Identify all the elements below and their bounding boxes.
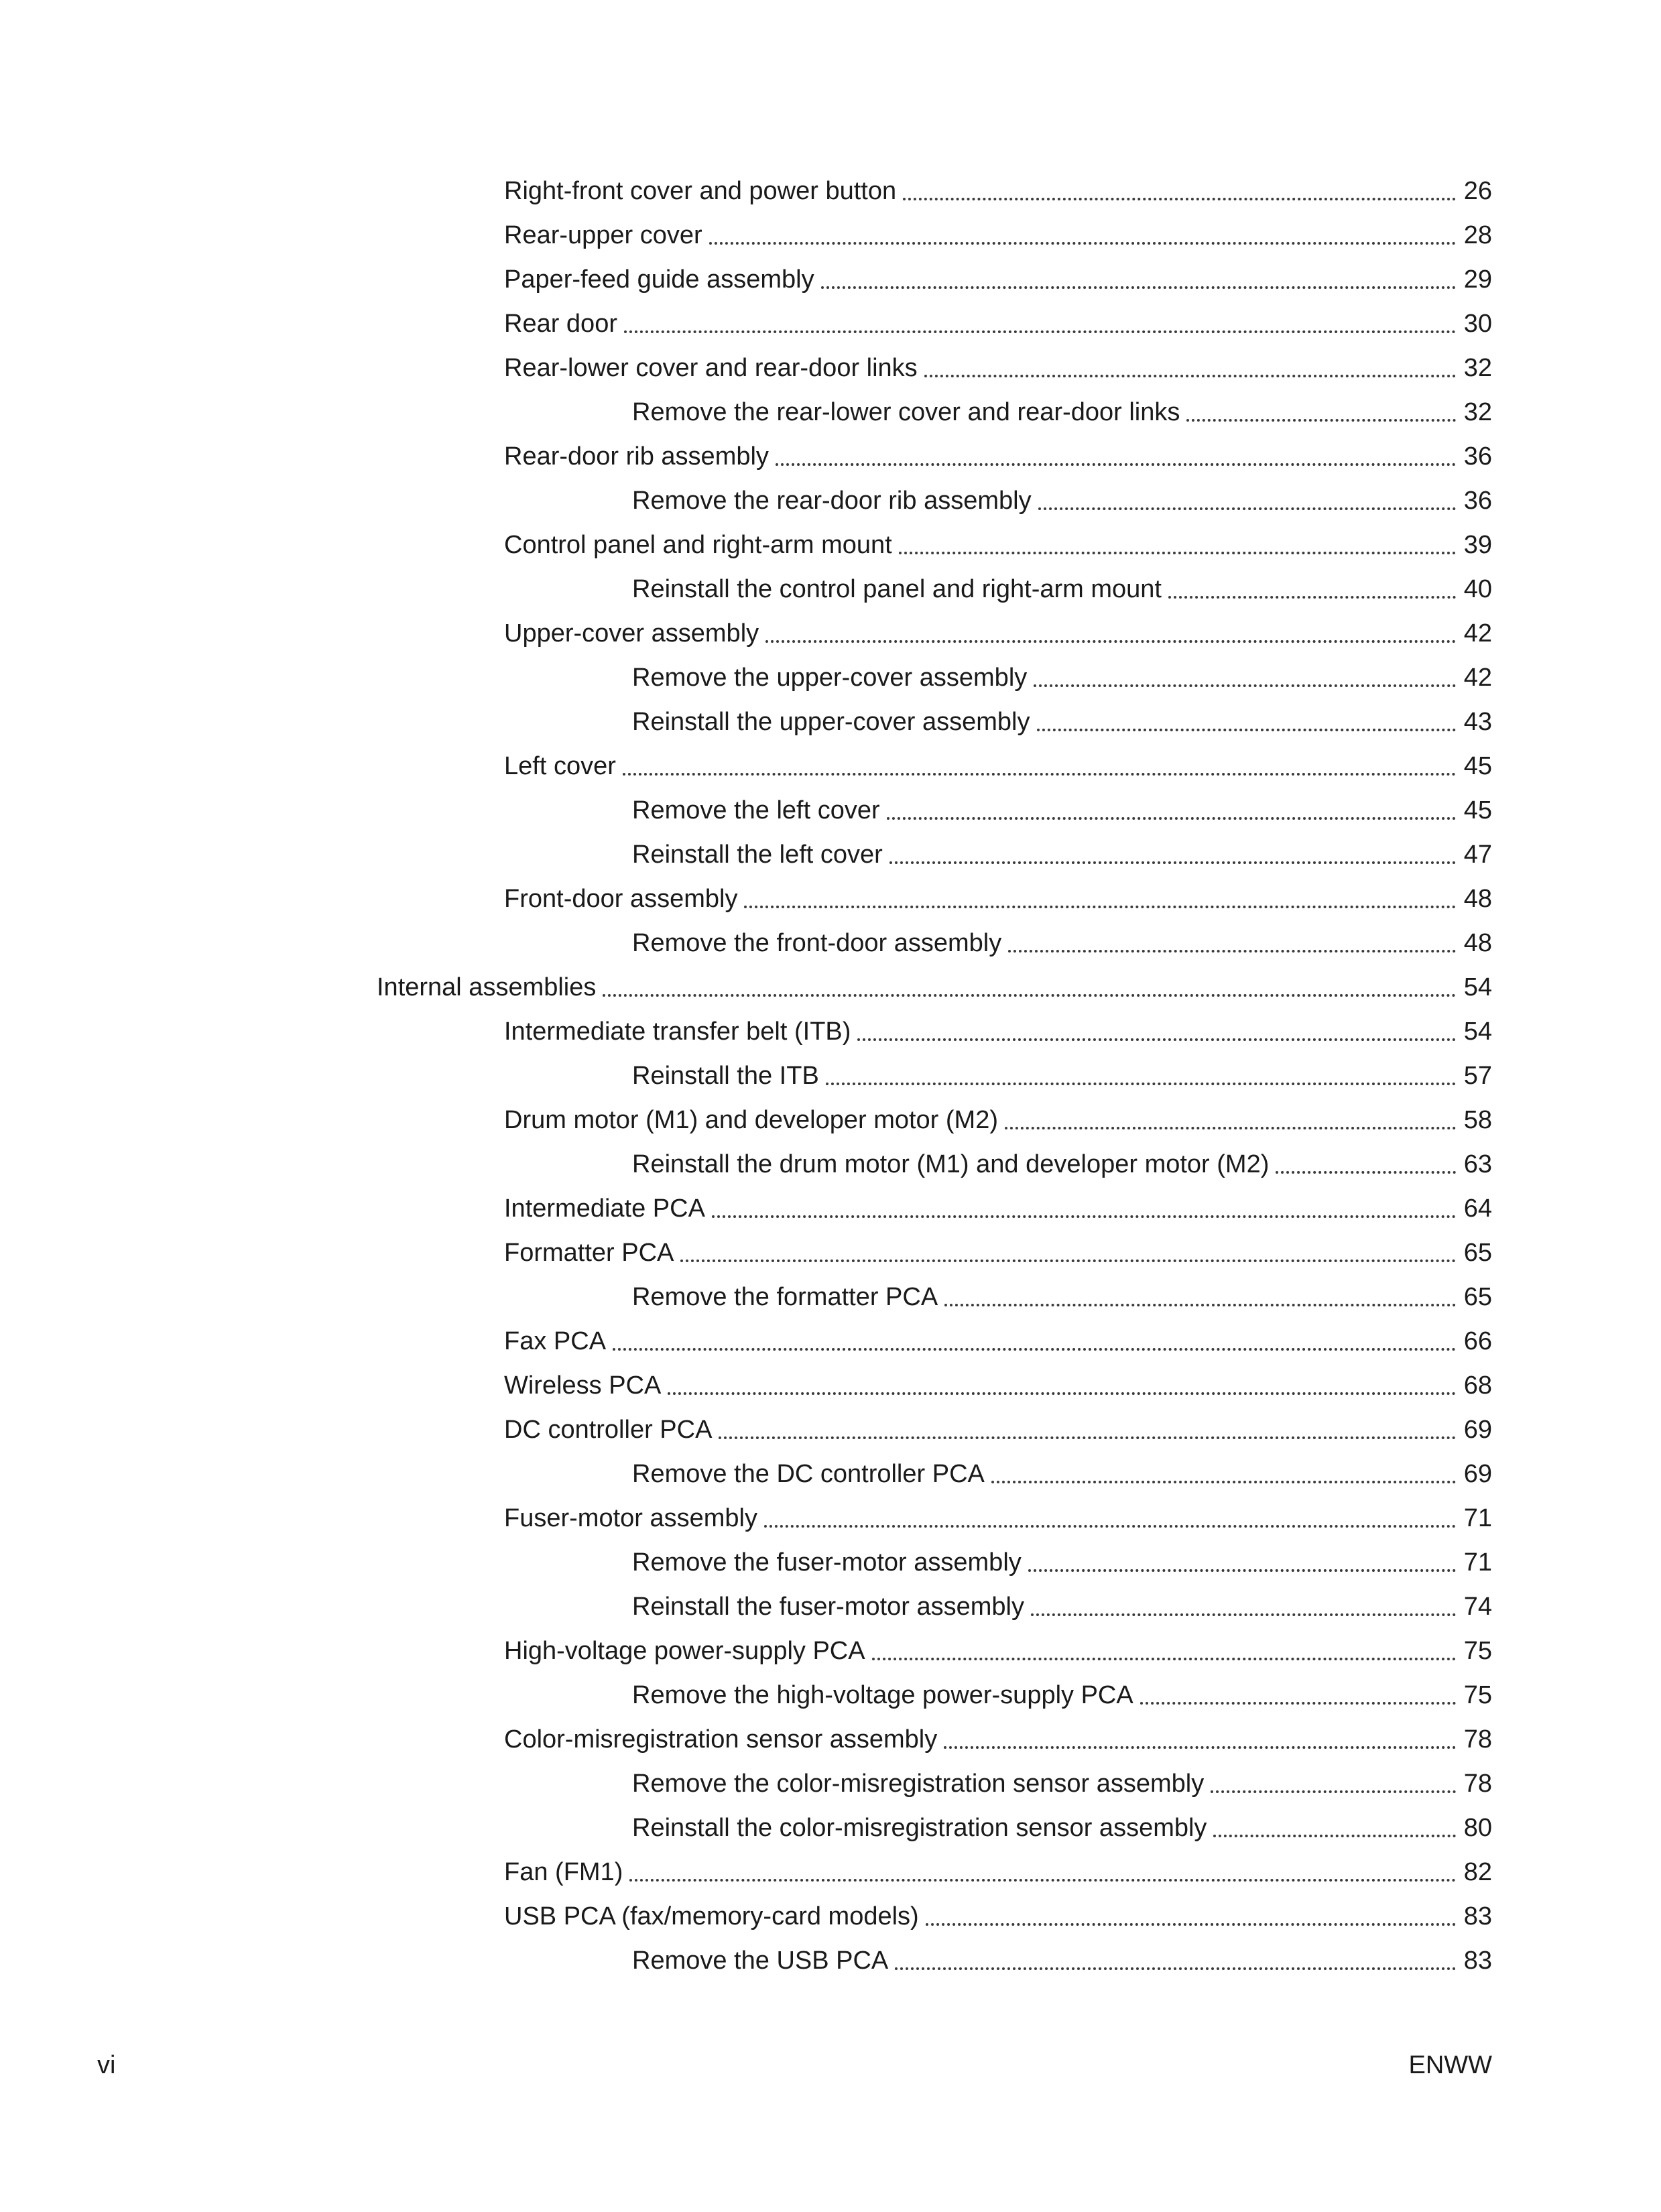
toc-entry-content <box>632 483 1492 518</box>
toc-entry-title: Remove the rear-lower cover and rear-door links <box>632 398 1180 426</box>
toc-entry-page-number: 83 <box>1463 1902 1492 1930</box>
toc-entry[interactable] <box>0 872 1661 916</box>
toc-entry-page-number: 74 <box>1463 1593 1492 1621</box>
toc-entry-content <box>504 262 1492 297</box>
toc-dot-leader <box>903 198 1456 200</box>
toc-entry-page-number: 75 <box>1463 1637 1492 1665</box>
toc-entry-content <box>504 1855 1492 1890</box>
toc-entry-page-number: 36 <box>1463 487 1492 515</box>
toc-entry[interactable] <box>0 1093 1661 1138</box>
toc-entry[interactable] <box>0 1138 1661 1182</box>
toc-entry-title: High-voltage power-supply PCA <box>504 1637 865 1665</box>
toc-dot-leader <box>821 286 1456 289</box>
toc-entry-title: Wireless PCA <box>504 1371 662 1400</box>
toc-entry-page-number: 42 <box>1463 619 1492 648</box>
toc-entry-content <box>632 837 1492 872</box>
toc-entry-title: Remove the USB PCA <box>632 1947 889 1975</box>
toc-entry-content <box>504 218 1492 253</box>
toc-entry[interactable] <box>0 1226 1661 1270</box>
toc-entry-page-number: 43 <box>1463 708 1492 736</box>
toc-entry-content <box>632 1545 1492 1580</box>
toc-entry-title: Remove the upper-cover assembly <box>632 664 1028 692</box>
toc-entry-title: Reinstall the upper-cover assembly <box>632 708 1030 736</box>
toc-entry-title: Right-front cover and power button <box>504 177 897 205</box>
toc-entry-content <box>504 1634 1492 1668</box>
toc-entry-title: Internal assemblies <box>377 973 597 1001</box>
toc-entry-title: Rear door <box>504 310 617 338</box>
toc-dot-leader <box>889 861 1456 864</box>
toc-entry[interactable] <box>0 1536 1661 1580</box>
toc-entry-content <box>504 174 1492 208</box>
toc-dot-leader <box>872 1658 1456 1660</box>
toc-entry-page-number: 69 <box>1463 1416 1492 1444</box>
toc-dot-leader <box>1211 1790 1456 1793</box>
toc-dot-leader <box>857 1038 1455 1041</box>
toc-entry-content <box>632 1457 1492 1491</box>
toc-entry[interactable] <box>0 1491 1661 1536</box>
toc-entry-page-number: 48 <box>1463 929 1492 957</box>
toc-entry-title: Remove the left cover <box>632 796 880 824</box>
toc-entry-content <box>504 528 1492 562</box>
toc-entry-title: Remove the rear-door rib assembly <box>632 487 1032 515</box>
toc-entry-content <box>377 970 1492 1005</box>
toc-entry-title: Remove the color-misregistration sensor assembly <box>632 1770 1205 1798</box>
toc-entry-page-number: 57 <box>1463 1062 1492 1090</box>
toc-dot-leader <box>1168 596 1456 599</box>
toc-dot-leader <box>924 375 1456 377</box>
toc-dot-leader <box>744 906 1455 908</box>
toc-entry-page-number: 48 <box>1463 885 1492 913</box>
toc-entry-content <box>504 1103 1492 1138</box>
toc-dot-leader <box>623 773 1456 776</box>
toc-entry-page-number: 47 <box>1463 841 1492 869</box>
toc-entry-content <box>504 881 1492 916</box>
toc-entry-page-number: 71 <box>1463 1504 1492 1532</box>
toc-dot-leader <box>1008 950 1455 953</box>
toc-dot-leader <box>613 1348 1456 1351</box>
toc-entry-content <box>632 395 1492 430</box>
toc-entry-page-number: 69 <box>1463 1460 1492 1488</box>
toc-entry[interactable] <box>0 739 1661 784</box>
toc-entry-page-number: 40 <box>1463 575 1492 603</box>
toc-entry-content <box>504 616 1492 651</box>
toc-dot-leader <box>1038 507 1456 510</box>
toc-entry-title: Rear-lower cover and rear-door links <box>504 354 918 382</box>
toc-entry-content <box>632 660 1492 695</box>
toc-entry-title: Reinstall the control panel and right-arm mount <box>632 575 1162 603</box>
toc-entry-page-number: 39 <box>1463 531 1492 559</box>
toc-entry-content <box>632 1766 1492 1801</box>
toc-entry-content <box>504 1324 1492 1359</box>
toc-entry-content <box>504 1235 1492 1270</box>
toc-entry[interactable] <box>0 607 1661 651</box>
toc-entry-title: USB PCA (fax/memory-card models) <box>504 1902 919 1930</box>
toc-entry-content <box>504 1899 1492 1934</box>
toc-entry-page-number: 71 <box>1463 1548 1492 1577</box>
toc-dot-leader <box>719 1436 1455 1439</box>
toc-dot-leader <box>712 1215 1456 1218</box>
toc-entry-content <box>504 439 1492 474</box>
toc-entry-title: Drum motor (M1) and developer motor (M2) <box>504 1106 998 1134</box>
toc-entry[interactable] <box>0 1624 1661 1668</box>
toc-entry-content <box>504 1412 1492 1447</box>
toc-entry-page-number: 68 <box>1463 1371 1492 1400</box>
toc-entry-page-number: 66 <box>1463 1327 1492 1355</box>
toc-entry-title: Rear-upper cover <box>504 221 702 249</box>
toc-entry[interactable] <box>0 1845 1661 1890</box>
toc-dot-leader <box>1034 684 1455 687</box>
toc-entry[interactable] <box>0 1270 1661 1314</box>
toc-dot-leader <box>944 1746 1456 1749</box>
toc-entry-content <box>632 1147 1492 1182</box>
toc-entry[interactable] <box>0 1668 1661 1713</box>
footer-locale-code: ENWW <box>1408 2051 1492 2079</box>
toc-entry[interactable] <box>0 828 1661 872</box>
toc-entry-title: Front-door assembly <box>504 885 738 913</box>
toc-entry[interactable] <box>0 1005 1661 1049</box>
toc-entry[interactable] <box>0 1049 1661 1093</box>
toc-entry-content <box>504 749 1492 784</box>
toc-entry-content <box>632 1280 1492 1314</box>
toc-entry-page-number: 78 <box>1463 1725 1492 1754</box>
toc-entry-title: Paper-feed guide assembly <box>504 265 814 294</box>
toc-entry[interactable] <box>0 1314 1661 1359</box>
toc-entry[interactable] <box>0 430 1661 474</box>
toc-entry[interactable] <box>0 1403 1661 1447</box>
toc-dot-leader <box>776 463 1456 466</box>
toc-entry-page-number: 78 <box>1463 1770 1492 1798</box>
toc-entry-page-number: 45 <box>1463 752 1492 780</box>
toc-entry-title: Reinstall the fuser-motor assembly <box>632 1593 1024 1621</box>
toc-entry-page-number: 30 <box>1463 310 1492 338</box>
toc-dot-leader <box>887 817 1456 820</box>
toc-entry-page-number: 32 <box>1463 354 1492 382</box>
toc-entry[interactable] <box>0 164 1661 208</box>
toc-entry-page-number: 42 <box>1463 664 1492 692</box>
toc-dot-leader <box>765 640 1456 643</box>
toc-entry[interactable] <box>0 1182 1661 1226</box>
toc-entry[interactable] <box>0 1359 1661 1403</box>
toc-entry-title: Remove the front-door assembly <box>632 929 1002 957</box>
toc-dot-leader <box>764 1525 1456 1528</box>
toc-dot-leader <box>624 330 1456 333</box>
toc-entry-page-number: 45 <box>1463 796 1492 824</box>
toc-entry-content <box>632 793 1492 828</box>
toc-entry-content <box>504 1722 1492 1757</box>
toc-dot-leader <box>1213 1835 1455 1837</box>
toc-entry-content <box>632 926 1492 961</box>
toc-dot-leader <box>895 1967 1455 1970</box>
toc-entry-page-number: 80 <box>1463 1814 1492 1842</box>
toc-entry-page-number: 26 <box>1463 177 1492 205</box>
toc-dot-leader <box>826 1083 1456 1085</box>
toc-entry-content <box>504 1014 1492 1049</box>
toc-dot-leader <box>1028 1569 1456 1572</box>
toc-entry-title: Fax PCA <box>504 1327 607 1355</box>
toc-entry[interactable] <box>0 1447 1661 1491</box>
toc-dot-leader <box>1037 729 1456 731</box>
toc-entry[interactable] <box>0 1580 1661 1624</box>
toc-entry-page-number: 64 <box>1463 1194 1492 1223</box>
toc-entry-page-number: 65 <box>1463 1283 1492 1311</box>
toc-dot-leader <box>603 994 1455 997</box>
toc-entry-title: Reinstall the drum motor (M1) and developer motor (M2) <box>632 1150 1270 1178</box>
toc-entry-title: Remove the fuser-motor assembly <box>632 1548 1022 1577</box>
footer-page-number: vi <box>97 2051 116 2079</box>
toc-entry[interactable] <box>0 961 1661 1005</box>
toc-entry-page-number: 58 <box>1463 1106 1492 1134</box>
toc-entry-page-number: 82 <box>1463 1858 1492 1886</box>
toc-entry-title: Remove the high-voltage power-supply PCA <box>632 1681 1133 1709</box>
toc-entry-title: Fuser-motor assembly <box>504 1504 757 1532</box>
toc-entry[interactable] <box>0 651 1661 695</box>
toc-entry-content <box>632 1589 1492 1624</box>
toc-dot-leader <box>1031 1613 1456 1616</box>
toc-entry-title: Upper-cover assembly <box>504 619 759 648</box>
toc-dot-leader <box>1005 1127 1456 1129</box>
toc-entry-title: Rear-door rib assembly <box>504 442 769 471</box>
toc-entry-content <box>632 572 1492 607</box>
toc-dot-leader <box>991 1481 1456 1483</box>
toc-entry[interactable] <box>0 695 1661 739</box>
toc-entry-title: Intermediate PCA <box>504 1194 705 1223</box>
toc-entry[interactable] <box>0 784 1661 828</box>
toc-entry-title: Left cover <box>504 752 616 780</box>
toc-entry-title: Remove the DC controller PCA <box>632 1460 985 1488</box>
toc-dot-leader <box>1140 1702 1456 1705</box>
toc-entry-content <box>504 1368 1492 1403</box>
toc-entry[interactable] <box>0 518 1661 562</box>
toc-entry[interactable] <box>0 297 1661 341</box>
toc-entry-title: Control panel and right-arm mount <box>504 531 892 559</box>
toc-entry-title: Reinstall the left cover <box>632 841 883 869</box>
toc-entry[interactable] <box>0 1934 1661 1978</box>
table-of-contents <box>0 164 1661 1978</box>
toc-dot-leader <box>668 1392 1455 1395</box>
toc-entry[interactable] <box>0 474 1661 518</box>
toc-entry-title: Fan (FM1) <box>504 1858 623 1886</box>
toc-entry-page-number: 29 <box>1463 265 1492 294</box>
toc-entry-page-number: 65 <box>1463 1239 1492 1267</box>
toc-entry-content <box>504 306 1492 341</box>
toc-dot-leader <box>944 1304 1456 1306</box>
toc-entry-content <box>504 351 1492 385</box>
toc-entry-title: DC controller PCA <box>504 1416 713 1444</box>
toc-entry-content <box>632 1678 1492 1713</box>
toc-entry-page-number: 54 <box>1463 973 1492 1001</box>
toc-entry[interactable] <box>0 1801 1661 1845</box>
toc-entry-content <box>632 1810 1492 1845</box>
toc-entry-page-number: 63 <box>1463 1150 1492 1178</box>
toc-entry[interactable] <box>0 1890 1661 1934</box>
toc-entry[interactable] <box>0 1713 1661 1757</box>
toc-entry[interactable] <box>0 916 1661 961</box>
toc-entry-title: Remove the formatter PCA <box>632 1283 938 1311</box>
toc-entry-page-number: 36 <box>1463 442 1492 471</box>
toc-entry-content <box>632 704 1492 739</box>
toc-entry-title: Reinstall the color-misregistration sensor assembly <box>632 1814 1207 1842</box>
toc-entry-page-number: 32 <box>1463 398 1492 426</box>
toc-entry-page-number: 54 <box>1463 1018 1492 1046</box>
toc-entry-page-number: 75 <box>1463 1681 1492 1709</box>
toc-dot-leader <box>926 1923 1456 1926</box>
toc-entry-page-number: 83 <box>1463 1947 1492 1975</box>
toc-entry-content <box>632 1943 1492 1978</box>
toc-entry-title: Reinstall the ITB <box>632 1062 819 1090</box>
toc-entry-title: Color-misregistration sensor assembly <box>504 1725 938 1754</box>
toc-dot-leader <box>680 1259 1455 1262</box>
toc-entry[interactable] <box>0 253 1661 297</box>
toc-entry[interactable] <box>0 208 1661 253</box>
toc-dot-leader <box>629 1879 1455 1882</box>
toc-entry-title: Intermediate transfer belt (ITB) <box>504 1018 851 1046</box>
toc-entry-content <box>504 1191 1492 1226</box>
toc-entry-content <box>632 1058 1492 1093</box>
toc-entry[interactable] <box>0 385 1661 430</box>
toc-entry-page-number: 28 <box>1463 221 1492 249</box>
toc-entry[interactable] <box>0 562 1661 607</box>
toc-dot-leader <box>709 242 1456 245</box>
toc-entry-content <box>504 1501 1492 1536</box>
toc-entry[interactable] <box>0 1757 1661 1801</box>
toc-dot-leader <box>1276 1171 1455 1174</box>
toc-entry[interactable] <box>0 341 1661 385</box>
toc-dot-leader <box>899 552 1456 554</box>
toc-entry-title: Formatter PCA <box>504 1239 674 1267</box>
toc-dot-leader <box>1186 419 1455 422</box>
